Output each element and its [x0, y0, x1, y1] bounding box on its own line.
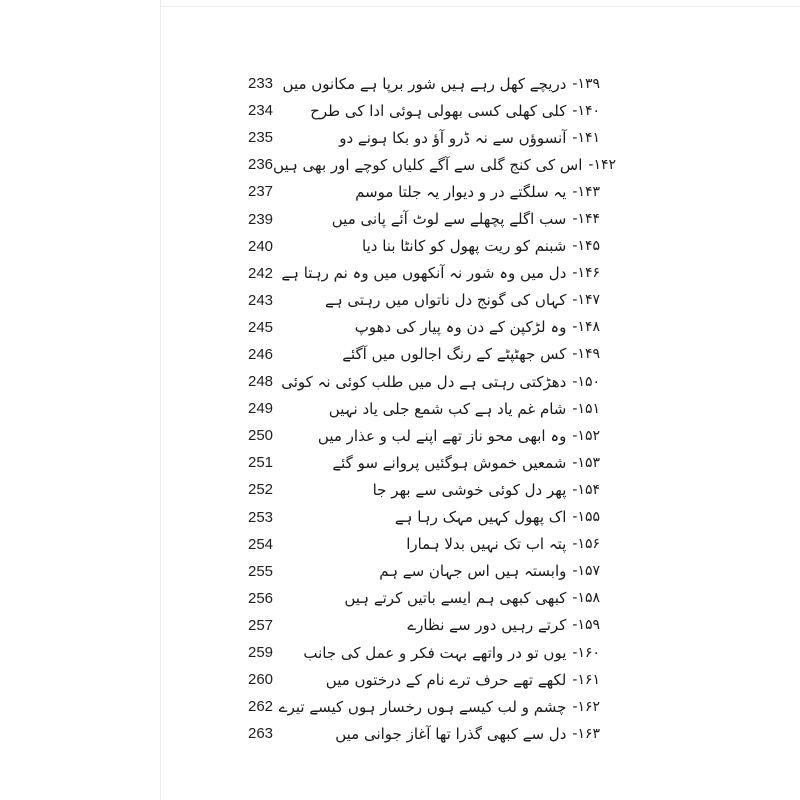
- toc-entry-title: پھر دل کوئی خوشی سے بھر جا: [372, 480, 567, 499]
- toc-entry-title: یہ سلگتے در و دیوار یہ جلتا موسم: [355, 182, 567, 201]
- toc-row: [240, 205, 600, 232]
- toc-entry-number: ۱۵۵-: [572, 509, 600, 526]
- toc-row: [240, 585, 600, 612]
- toc-row: [240, 178, 600, 205]
- toc-row: [240, 341, 600, 368]
- toc-row: [240, 693, 600, 720]
- toc-entry-number: ۱۴۴-: [572, 211, 600, 228]
- toc-page-number: 234: [248, 102, 274, 120]
- toc-entry-title: شام غم یاد ہے کب شمع جلی یاد نہیں: [328, 399, 567, 418]
- toc-entry-title: شبنم کو ریت پھول کو کانٹا بنا دیا: [362, 237, 567, 256]
- toc-entry-number: ۱۴۷-: [572, 292, 600, 309]
- toc-page-number: 253: [248, 508, 274, 526]
- toc-entry: [279, 698, 600, 716]
- toc-entry-number: ۱۴۵-: [572, 238, 600, 255]
- toc-entry-number: ۱۴۹-: [572, 346, 600, 363]
- toc-row: [240, 260, 600, 287]
- toc-entry-title: کس جھٹپٹے کے رنگ اجالوں میں آگئے: [342, 345, 567, 364]
- toc-entry-title: وابستہ ہیں اس جہان سے ہم: [379, 562, 567, 581]
- toc-page-number: 245: [248, 318, 274, 336]
- toc-entry: [335, 725, 600, 743]
- toc-entry-title: اس کی کنج گلی سے آگے کلیاں کوچے اور بھی ہیں: [273, 155, 583, 174]
- toc-entry: [373, 481, 600, 499]
- toc-page-number: 237: [248, 183, 274, 201]
- toc-entry-number: ۱۴۳-: [572, 183, 600, 200]
- toc-page-number: 239: [248, 210, 274, 228]
- toc-page-number: 254: [248, 535, 274, 553]
- toc-row: [240, 612, 600, 639]
- toc-entry-title: کلی کھلی کسی بھولی ہوئی ادا کی طرح: [310, 101, 567, 120]
- toc-entry: [303, 644, 600, 662]
- table-of-contents: [240, 70, 617, 747]
- toc-page-number: 246: [248, 345, 274, 363]
- toc-entry-number: ۱۴۱-: [572, 129, 600, 146]
- toc-row: [240, 233, 600, 260]
- toc-page-number: 242: [248, 264, 274, 282]
- toc-entry: [281, 373, 600, 391]
- toc-entry-number: ۱۵۱-: [572, 400, 600, 417]
- toc-entry-title: دل سے کبھی گذرا تھا آغاز جوانی میں: [335, 724, 567, 743]
- toc-entry-number: ۱۶۱-: [572, 671, 600, 688]
- toc-entry-title: آنسوؤں سے نہ ڈرو آؤ دو بکا ہونے دو: [339, 128, 567, 147]
- toc-entry: [355, 183, 600, 201]
- toc-entry: [339, 129, 600, 147]
- toc-entry: [362, 237, 600, 255]
- toc-entry: [332, 454, 600, 472]
- toc-entry: [379, 562, 600, 580]
- toc-entry: [273, 156, 616, 174]
- toc-entry-title: کرتے رہیں دور سے نظارے: [407, 616, 567, 635]
- toc-entry-number: ۱۵۴-: [572, 481, 600, 498]
- toc-entry: [406, 535, 600, 553]
- toc-page-number: 251: [248, 454, 274, 472]
- toc-entry-number: ۱۵۳-: [572, 454, 600, 471]
- toc-entry-number: ۱۳۹-: [572, 75, 600, 92]
- toc-entry-number: ۱۶۲-: [572, 698, 600, 715]
- toc-entry-title: سب اگلے پچھلے سے لوٹ آئے پانی میں: [331, 210, 567, 229]
- toc-entry: [329, 400, 600, 418]
- toc-row: [240, 395, 600, 422]
- toc-entry: [325, 291, 600, 309]
- toc-row: [240, 504, 600, 531]
- page-top-edge: [160, 6, 800, 7]
- toc-row: [240, 368, 600, 395]
- toc-page-number: 235: [248, 129, 274, 147]
- toc-page-number: 236: [248, 156, 274, 174]
- toc-entry-number: ۱۵۸-: [572, 590, 600, 607]
- toc-entry-title: دریچے کھل رہے ہیں شور برپا ہے مکانوں میں: [282, 74, 567, 93]
- toc-page-number: 259: [248, 644, 274, 662]
- toc-page-number: 256: [248, 589, 274, 607]
- toc-row: [240, 124, 600, 151]
- toc-entry-title: یوں تو در واتھے بہت فکر و عمل کی جانب: [303, 643, 567, 662]
- toc-page-number: 263: [248, 725, 274, 743]
- toc-entry: [344, 589, 600, 607]
- toc-page-number: 248: [248, 373, 274, 391]
- toc-entry: [281, 264, 600, 282]
- toc-entry-title: پتہ اب تک نہیں بدلا ہمارا: [406, 535, 567, 554]
- toc-entry: [326, 671, 600, 689]
- toc-row: [240, 666, 600, 693]
- toc-page-number: 243: [248, 291, 274, 309]
- toc-page-number: 262: [248, 698, 274, 716]
- toc-entry-title: وہ لڑکپن کے دن وہ پیار کی دھوپ: [354, 318, 567, 337]
- toc-page-number: 250: [248, 427, 274, 445]
- toc-entry-number: ۱۵۰-: [572, 373, 600, 390]
- toc-row: [240, 314, 600, 341]
- toc-entry-number: ۱۵۶-: [572, 536, 600, 553]
- toc-entry-title: کہاں کی گونج دل ناتواں میں رہتی ہے: [325, 291, 567, 310]
- toc-entry-title: چشم و لب کیسے ہوں رخسار ہوں کیسے تیرے: [278, 697, 567, 716]
- toc-entry-title: دل میں وہ شور نہ آنکھوں میں وہ نم رہتا ہے: [281, 264, 567, 283]
- toc-page-number: 257: [248, 616, 274, 634]
- toc-entry: [395, 508, 600, 526]
- toc-entry: [310, 102, 600, 120]
- toc-entry-title: اک پھول کہیں مہک رہا ہے: [394, 508, 567, 527]
- toc-entry-number: ۱۵۷-: [572, 563, 600, 580]
- toc-entry-title: لکھے تھے حرف ترے نام کے درختوں میں: [325, 670, 567, 689]
- toc-entry-number: ۱۴۰-: [572, 102, 600, 119]
- toc-entry-number: ۱۵۲-: [572, 427, 600, 444]
- toc-row: [240, 531, 600, 558]
- toc-row: [240, 97, 600, 124]
- toc-row: [240, 422, 600, 449]
- toc-entry-title: شمعیں خموش ہوگئیں پروانے سو گئے: [332, 453, 567, 472]
- toc-entry: [342, 345, 600, 363]
- toc-row: [240, 558, 600, 585]
- toc-entry: [318, 427, 600, 445]
- toc-row: [240, 476, 600, 503]
- toc-entry: [332, 210, 600, 228]
- toc-page-number: 252: [248, 481, 274, 499]
- toc-row: [240, 449, 600, 476]
- toc-entry-number: ۱۶۳-: [572, 725, 600, 742]
- toc-entry-title: دھڑکتی رہتی ہے دل میں طلب کوئی نہ کوئی: [281, 372, 567, 391]
- toc-page-number: 255: [248, 562, 274, 580]
- toc-page-number: 240: [248, 237, 274, 255]
- toc-row: [240, 287, 600, 314]
- toc-entry: [355, 318, 600, 336]
- toc-row: [240, 151, 617, 178]
- toc-row: [240, 720, 600, 747]
- toc-entry: [283, 75, 600, 93]
- toc-entry-number: ۱۴۲-: [588, 156, 617, 173]
- toc-entry: [407, 616, 600, 634]
- toc-entry-number: ۱۴۸-: [572, 319, 600, 336]
- toc-entry-number: ۱۴۶-: [572, 265, 600, 282]
- toc-page-number: 260: [248, 671, 274, 689]
- page-left-edge: [160, 0, 161, 800]
- toc-entry-number: ۱۶۰-: [572, 644, 600, 661]
- toc-page-number: 233: [248, 75, 274, 93]
- toc-row: [240, 639, 600, 666]
- toc-page-number: 249: [248, 400, 274, 418]
- toc-entry-number: ۱۵۹-: [572, 617, 600, 634]
- toc-row: [240, 70, 600, 97]
- toc-entry-title: وہ ابھی محو ناز تھے اپنے لب و عذار میں: [317, 426, 567, 445]
- toc-entry-title: کبھی کبھی ہم ایسے باتیں کرتے ہیں: [344, 589, 567, 608]
